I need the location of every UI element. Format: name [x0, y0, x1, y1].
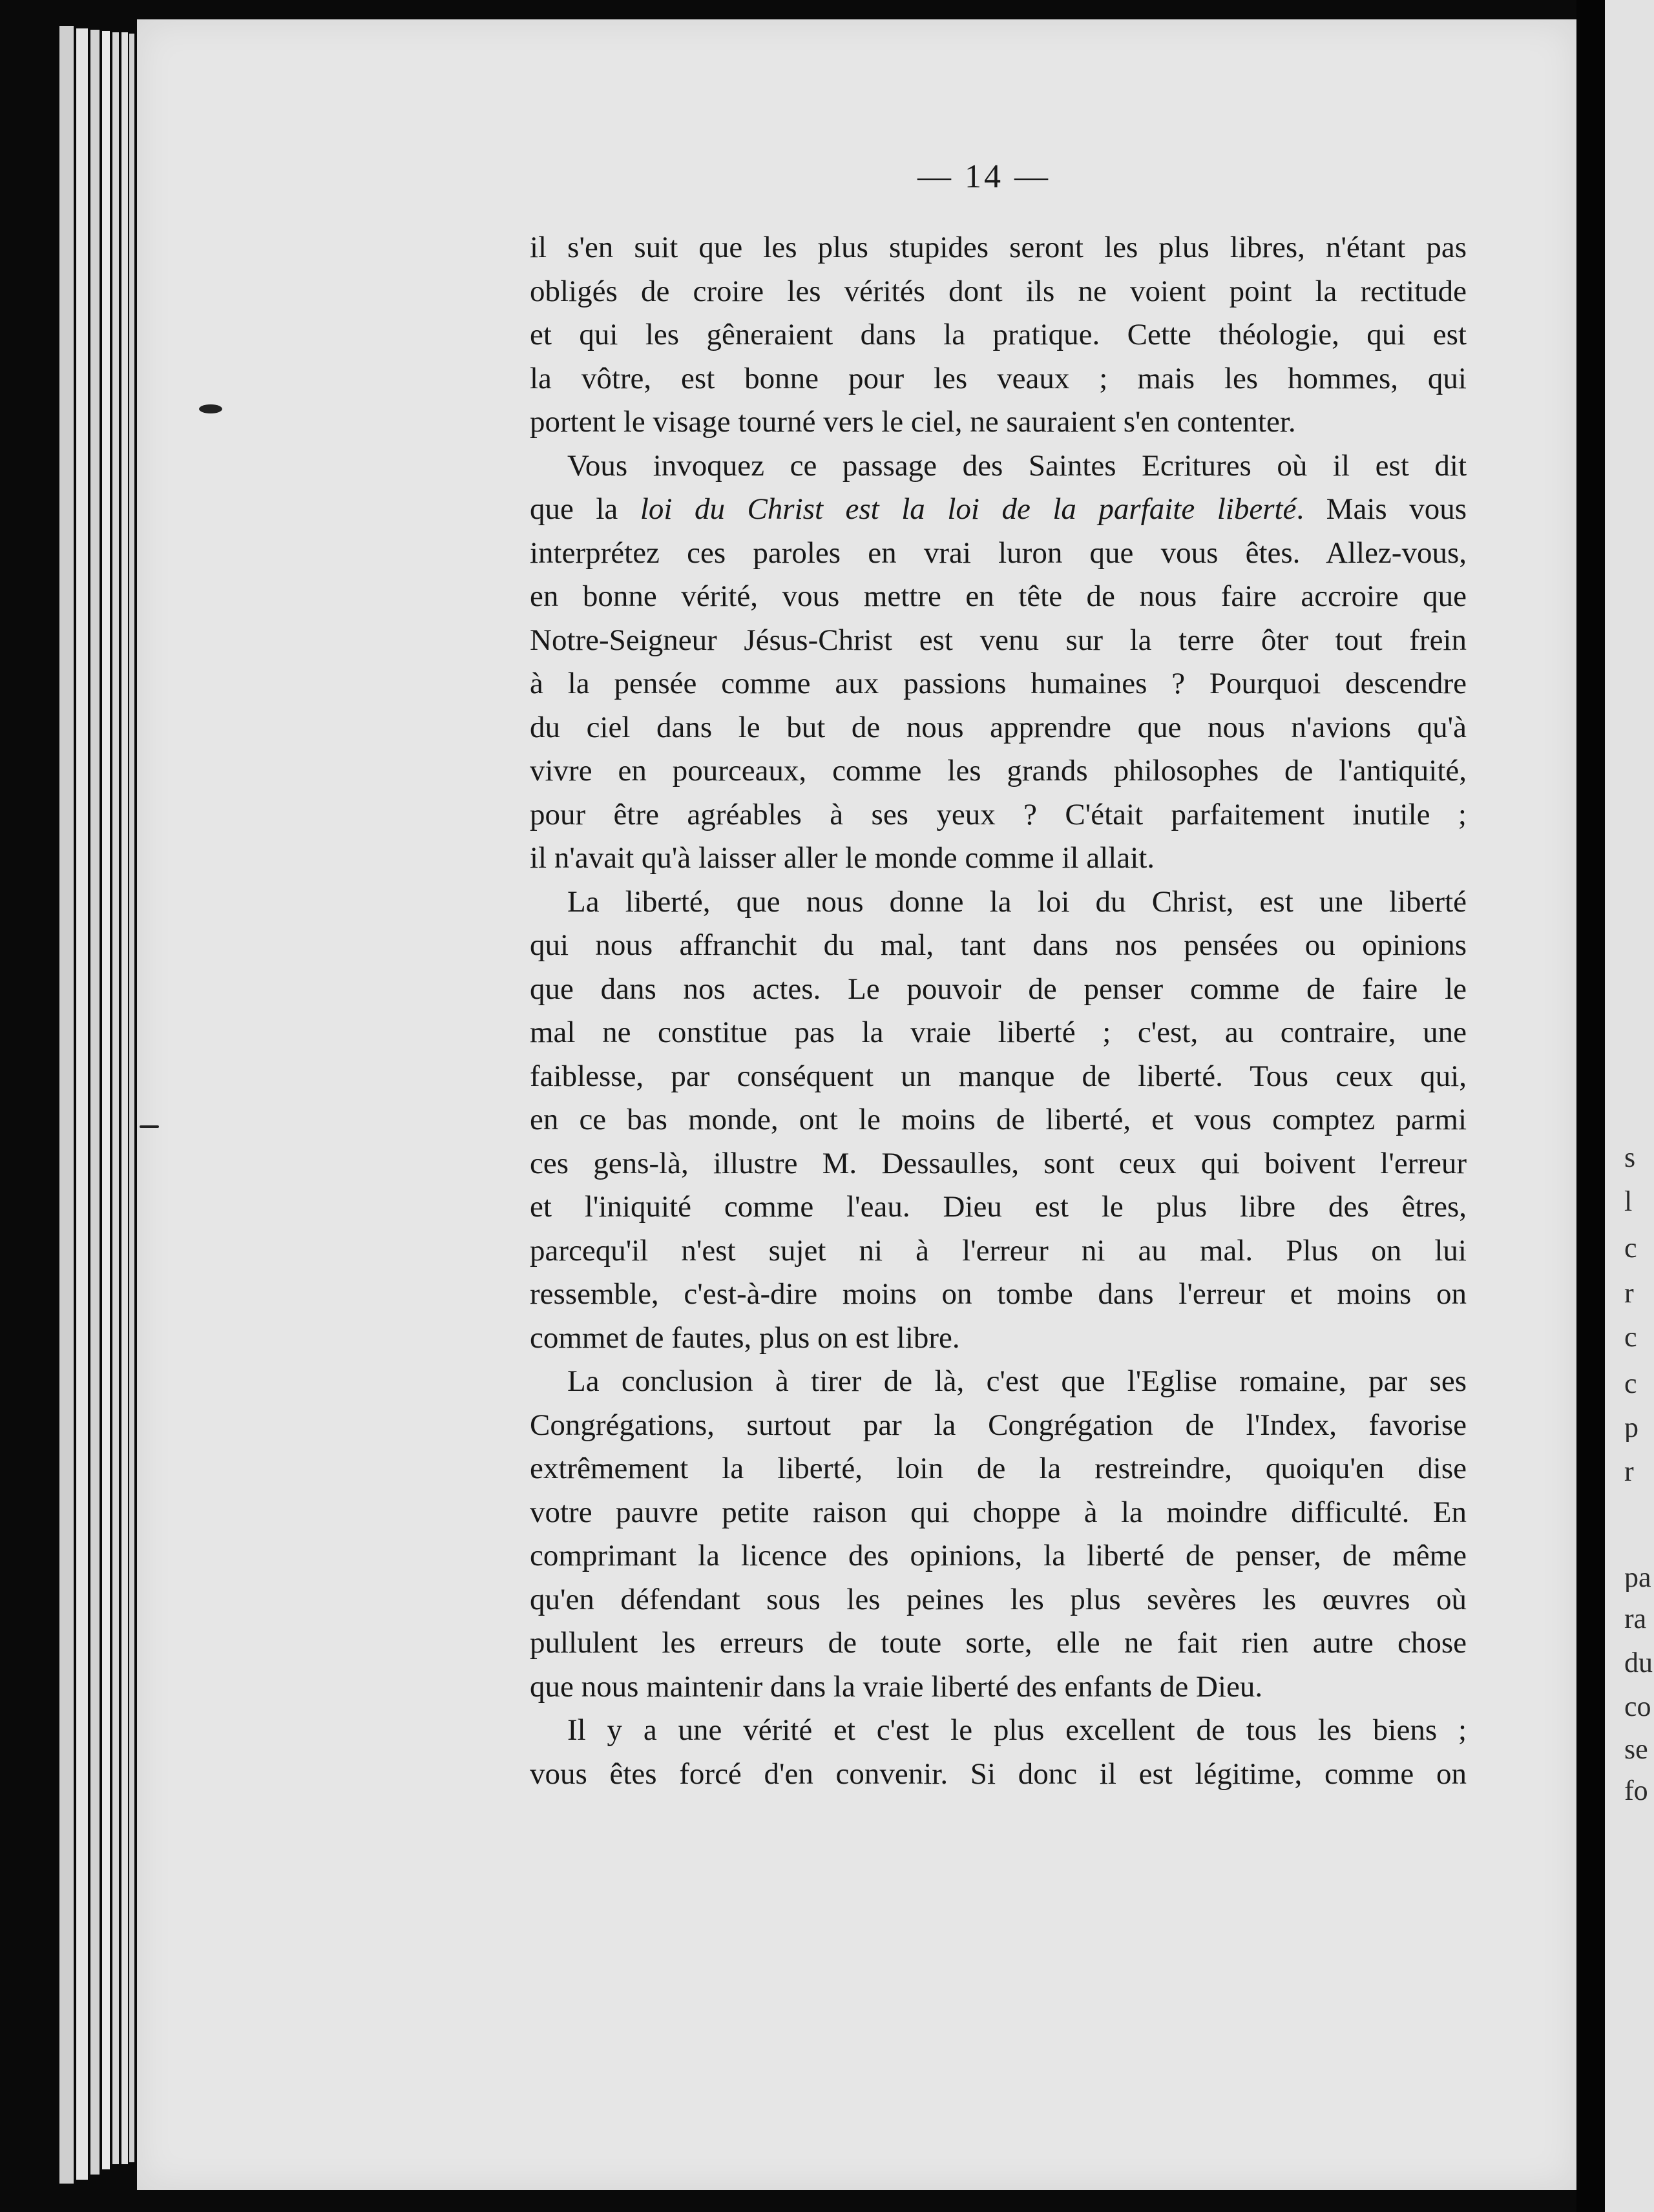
text-segment: pullulent les erreurs de toute sorte, elle ne fait rien autre chose — [530, 1626, 1467, 1660]
adjacent-page-fragment: c — [1624, 1234, 1637, 1262]
text-segment: Notre-Seigneur Jésus-Christ est venu sur la terre ôter tout frein — [530, 623, 1467, 657]
adjacent-page-fragment: c — [1624, 1370, 1637, 1398]
adjacent-page-fragment: p — [1624, 1414, 1638, 1442]
adjacent-page-edge — [1605, 0, 1654, 2212]
text-segment: interprétez ces paroles en vrai luron que vous êtes. Allez-vous, — [530, 536, 1467, 570]
text-segment: Congrégations, surtout par la Congrégation de l'Index, favorise — [530, 1408, 1467, 1442]
text-line — [530, 1273, 1467, 1317]
text-line — [530, 1622, 1467, 1665]
adjacent-page-fragment: c — [1624, 1323, 1637, 1351]
text-line — [530, 1447, 1467, 1491]
text-line — [530, 1665, 1467, 1709]
adjacent-page-fragment: du — [1624, 1649, 1653, 1677]
text-line — [530, 1709, 1467, 1753]
adjacent-page-fragment: l — [1624, 1187, 1633, 1216]
text-segment: en ce bas monde, ont le moins de liberté, et vous comptez parmi — [530, 1103, 1467, 1136]
text-line — [530, 881, 1467, 924]
text-segment: ressemble, c'est-à-dire moins on tombe dans l'erreur et moins on — [530, 1277, 1467, 1311]
page-stack-edge — [76, 28, 88, 2180]
text-line — [530, 357, 1467, 401]
text-segment: et qui les gêneraient dans la pratique. Cette théologie, qui est — [530, 318, 1467, 351]
text-line — [530, 749, 1467, 793]
text-segment: portent le visage tourné vers le ciel, ne sauraient s'en contenter. — [530, 405, 1296, 439]
text-segment: en bonne vérité, vous mettre en tête de nous faire accroire que — [530, 579, 1467, 613]
adjacent-page-fragment: se — [1624, 1735, 1648, 1764]
text-segment: La conclusion à tirer de là, c'est que l'Eglise romaine, par ses — [567, 1364, 1467, 1398]
text-line — [530, 662, 1467, 706]
page-stack-edge — [129, 34, 134, 2162]
text-line — [530, 837, 1467, 881]
text-segment: à la pensée comme aux passions humaines ? Pourquoi descendre — [530, 667, 1467, 700]
text-segment: Vous invoquez ce passage des Saintes Ecritures où il est dit — [567, 448, 1467, 483]
text-line — [530, 706, 1467, 750]
page-stack-edge — [90, 30, 99, 2175]
text-line — [530, 1142, 1467, 1186]
page-stack-edge — [102, 31, 110, 2169]
text-segment: votre pauvre petite raison qui choppe à la moindre difficulté. En — [530, 1495, 1467, 1529]
adjacent-page-fragment: ra — [1624, 1605, 1647, 1633]
adjacent-page-fragment: s — [1624, 1143, 1636, 1172]
text-line — [530, 444, 1467, 488]
adjacent-page-fragment: r — [1624, 1279, 1634, 1308]
adjacent-page-fragment: fo — [1624, 1777, 1648, 1805]
text-segment: qui nous affranchit du mal, tant dans nos pensées ou opinions — [530, 928, 1467, 962]
text-segment: mal ne constitue pas la vraie liberté ; c'est, au contraire, une — [530, 1016, 1467, 1049]
text-line — [530, 1491, 1467, 1535]
text-segment: que dans nos actes. Le pouvoir de penser comme de faire le — [530, 972, 1467, 1006]
text-segment: il n'avait qu'à laisser aller le monde comme il allait. — [530, 841, 1155, 875]
text-line — [530, 488, 1467, 532]
page-stack-edge — [121, 32, 128, 2164]
text-line — [530, 1534, 1467, 1578]
italic-quote: loi du Christ est la loi de la parfaite liberté — [640, 492, 1297, 526]
text-segment: La liberté, que nous donne la loi du Christ, est une liberté — [567, 884, 1467, 919]
text-line — [530, 532, 1467, 576]
ink-speck — [199, 404, 222, 413]
text-segment: obligés de croire les vérités dont ils ne voient point la rectitude — [530, 274, 1467, 308]
adjacent-page-fragment: co — [1624, 1693, 1651, 1721]
text-line — [530, 924, 1467, 968]
text-line — [530, 575, 1467, 619]
adjacent-page-fragment: r — [1624, 1457, 1634, 1486]
text-line — [530, 226, 1467, 270]
text-segment: pour être agréables à ses yeux ? C'était parfaitement inutile ; — [530, 797, 1467, 831]
text-line — [530, 1578, 1467, 1622]
ink-speck — [140, 1125, 159, 1128]
text-segment: qu'en défendant sous les peines les plus sevères les œuvres où — [530, 1582, 1467, 1616]
text-segment: . Mais vous — [1296, 492, 1467, 526]
text-line — [530, 1098, 1467, 1142]
text-line — [530, 313, 1467, 357]
text-line — [530, 1185, 1467, 1229]
text-line — [530, 1360, 1467, 1404]
text-line — [530, 1229, 1467, 1273]
text-line — [530, 401, 1467, 444]
text-segment: la vôtre, est bonne pour les veaux ; mais les hommes, qui — [530, 361, 1467, 395]
text-line — [530, 968, 1467, 1012]
page-stack-edge — [59, 26, 74, 2184]
text-segment: il s'en suit que les plus stupides seront les plus libres, n'étant pas — [530, 231, 1467, 264]
page-stack-edge — [112, 32, 119, 2164]
text-segment: que la — [530, 492, 640, 526]
text-segment: ces gens-là, illustre M. Dessaulles, sont ceux qui boivent l'erreur — [530, 1146, 1467, 1180]
text-segment: vivre en pourceaux, comme les grands philosophes de l'antiquité, — [530, 754, 1467, 788]
text-segment: faiblesse, par conséquent un manque de liberté. Tous ceux qui, — [530, 1059, 1467, 1093]
text-line — [530, 270, 1467, 314]
page-number: — 14 — — [917, 158, 1051, 195]
text-line — [530, 1055, 1467, 1099]
text-line — [530, 793, 1467, 837]
text-line — [530, 619, 1467, 663]
binding-gutter — [1576, 0, 1605, 2212]
text-segment: que nous maintenir dans la vraie liberté des enfants de Dieu. — [530, 1669, 1263, 1704]
text-segment: commet de fautes, plus on est libre. — [530, 1320, 960, 1355]
adjacent-page-fragment: pa — [1624, 1563, 1651, 1592]
text-line — [530, 1404, 1467, 1448]
text-line — [530, 1753, 1467, 1797]
text-line — [530, 1317, 1467, 1361]
body-text — [530, 226, 1467, 1796]
text-segment: du ciel dans le but de nous apprendre que nous n'avions qu'à — [530, 710, 1467, 744]
text-line — [530, 1011, 1467, 1055]
text-segment: extrêmement la liberté, loin de la restreindre, quoiqu'en dise — [530, 1452, 1467, 1485]
text-segment: comprimant la licence des opinions, la liberté de penser, de même — [530, 1539, 1467, 1572]
text-segment: et l'iniquité comme l'eau. Dieu est le plus libre des êtres, — [530, 1190, 1467, 1224]
text-segment: vous êtes forcé d'en convenir. Si donc il est légitime, comme on — [530, 1757, 1467, 1791]
text-segment: parcequ'il n'est sujet ni à l'erreur ni au mal. Plus on lui — [530, 1233, 1467, 1268]
text-segment: Il y a une vérité et c'est le plus excellent de tous les biens ; — [567, 1713, 1467, 1747]
